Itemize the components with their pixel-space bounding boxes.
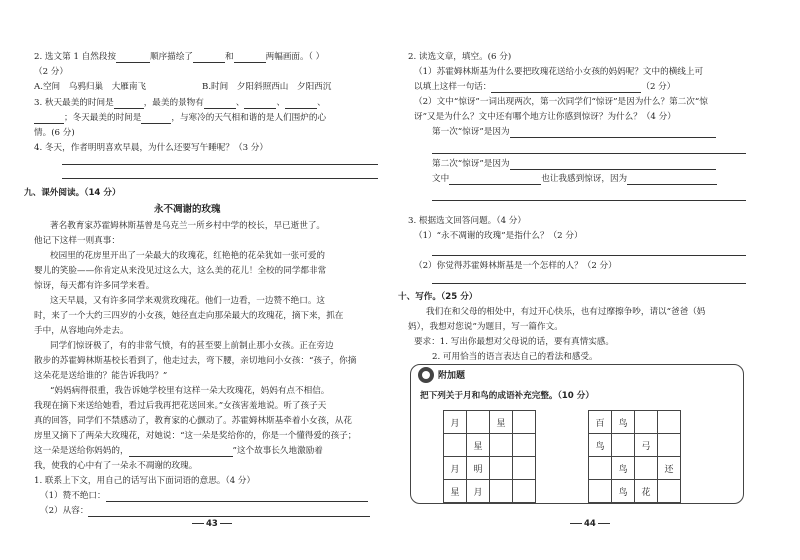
grid-cell[interactable]: [490, 434, 513, 457]
grid-cell[interactable]: [612, 434, 635, 457]
story-line: 手中，从容地向外走去。: [34, 326, 129, 336]
story-line: 这朵花是送给谁的？能告诉我吗？”: [34, 371, 168, 381]
r3-2: （2）你觉得苏霍姆林斯基是一个怎样的人？（2 分）: [414, 261, 617, 271]
grid-cell[interactable]: [589, 480, 612, 503]
answer-line: [62, 164, 378, 165]
r2-2-line-2: 讶”又是为什么？文中还有哪个地方让你感到惊讶？为什么？（4 分）: [414, 112, 676, 122]
grid-cell[interactable]: 星: [490, 411, 513, 434]
r3-question: 3. 根据选文回答问题。（4 分）: [408, 216, 526, 226]
story-line: 他记下这样一则真事：: [34, 236, 120, 246]
q3-line-3: 情。(6 分): [34, 128, 75, 138]
section-10-heading: 十、写作。（25 分）: [398, 292, 478, 302]
writing-prompt-1: 我们在和父母的相处中，有过开心快乐，也有过摩擦争吵，请以“爸爸（妈: [426, 307, 706, 317]
story-line: 时，来了一个大约三四岁的小女孩，她径直走向那朵最大的玫瑰花，摘下来，抓在: [34, 311, 344, 321]
grid-cell[interactable]: 月: [444, 457, 467, 480]
grid-cell[interactable]: [658, 480, 681, 503]
grid-cell[interactable]: [513, 480, 536, 503]
q3-line-1: 3. 秋天最美的时间是 ，最美的景物有 、 、 、: [34, 98, 326, 108]
grid-cell[interactable]: 月: [444, 411, 467, 434]
bonus-prompt: 把下列关于月和鸟的成语补充完整。（10 分）: [420, 391, 594, 401]
answer-line: [432, 200, 746, 201]
grid-cell[interactable]: [490, 457, 513, 480]
story-line: 这天早晨，又有许多同学来观赏玫瑰花。他们一边看，一边赞不绝口。这: [50, 296, 326, 306]
grid-cell[interactable]: 星: [444, 480, 467, 503]
grid-cell[interactable]: [658, 411, 681, 434]
story-line: 真的回答，同学们不禁感动了，教育家的心颤动了。苏霍姆林斯基牵着小女孩，从花: [34, 416, 352, 426]
page-number-right: 44: [568, 519, 612, 529]
grid-cell[interactable]: [490, 480, 513, 503]
moon-idiom-grid: [443, 410, 536, 503]
grid-cell[interactable]: [513, 434, 536, 457]
r2-1-line-1: （1）苏霍姆林斯基为什么要把玫瑰花送给小女孩的妈妈呢？文中的横线上可: [414, 67, 704, 77]
story-line: 著名教育家苏霍姆林斯基曾是乌克兰一所乡村中学的校长，早已逝世了。: [50, 221, 326, 231]
answer-line: [432, 283, 746, 284]
r2-2-line-1: （2）文中“惊讶”一词出现两次，第一次同学们“惊讶”是因为什么？第二次“惊: [414, 97, 708, 107]
grid-cell[interactable]: [635, 457, 658, 480]
q2-score: （2 分）: [34, 67, 68, 77]
bonus-title: 附加题: [438, 371, 466, 381]
answer-line: [432, 255, 746, 256]
bird-idiom-grid: [588, 410, 681, 503]
story-line: 同学们惊讶极了，有的非常气愤，有的甚至要上前制止那小女孩。正在旁边: [50, 341, 334, 351]
grid-cell[interactable]: 百: [589, 411, 612, 434]
grid-cell[interactable]: 明: [467, 457, 490, 480]
r2-2-second: 第二次“惊讶”是因为: [432, 159, 716, 170]
answer-line: [62, 178, 378, 179]
q3-line-2: ；冬天最美的时间是 ，与寒冷的天气相和谐的是人们围炉的心: [34, 113, 326, 124]
grid-cell[interactable]: [589, 457, 612, 480]
story-line: “妈妈病得很重，我告诉她学校里有这样一朵大玫瑰花，妈妈有点不相信。: [50, 386, 330, 396]
grid-cell[interactable]: 弓: [635, 434, 658, 457]
story-line: 房里又摘下了两朵大玫瑰花，对她说：“这一朵是奖给你的，你是一个懂得爱的孩子；: [34, 431, 357, 441]
answer-line: [432, 153, 746, 154]
story-line: 这一朵是送给你妈妈的， ”这个故事长久地激励着: [34, 446, 323, 456]
r2-2-third: 文中 也让我感到惊讶，因为: [432, 174, 717, 185]
story-title: 永不凋谢的玫瑰: [154, 204, 221, 215]
grid-cell[interactable]: 花: [635, 480, 658, 503]
grid-cell[interactable]: 星: [467, 434, 490, 457]
page-number-left: 43: [190, 519, 234, 529]
q2-option-a: A.空间 乌鸦归巢 大雁南飞: [34, 82, 147, 92]
story-line: 我，使我的心中有了一朵永不凋谢的玫瑰。: [34, 461, 198, 471]
s1-question: 1. 联系上下文，用自己的话写出下面词语的意思。（4 分）: [34, 476, 256, 486]
grid-cell[interactable]: 月: [467, 480, 490, 503]
r2-1-line-2: 以填上这样一句话： （2 分）: [414, 82, 676, 92]
s1-item-2: （2）从容：: [40, 506, 370, 517]
r2-2-first: 第一次“惊讶”是因为: [432, 127, 716, 138]
grid-cell[interactable]: [658, 434, 681, 457]
q2-option-b: B.时间 夕阳斜照西山 夕阳西沉: [202, 82, 332, 92]
r2-question: 2. 读选文章，填空。(6 分): [408, 52, 512, 62]
r3-1: （1）“永不凋谢的玫瑰”是指什么？（2 分）: [414, 231, 583, 241]
story-line: 我现在摘下来送给她看，看过后我再把花送回来。”女孩害羞地说。听了孩子天: [34, 401, 327, 411]
section-9-heading: 九、课外阅读。（14 分）: [24, 188, 121, 198]
s1-item-1: （1）赞不绝口：: [40, 491, 368, 502]
grid-cell[interactable]: 鸟: [612, 457, 635, 480]
story-line: 校园里的花房里开出了一朵最大的玫瑰花，红艳艳的花朵犹如一张可爱的: [50, 251, 326, 261]
grid-cell[interactable]: [513, 411, 536, 434]
grid-cell[interactable]: [467, 411, 490, 434]
grid-cell[interactable]: 还: [658, 457, 681, 480]
grid-cell[interactable]: 鸟: [589, 434, 612, 457]
story-line: 婴儿的笑脸——你肯定从来没见过这么大，这么美的花儿！全校的同学都非常: [34, 266, 327, 276]
grid-cell[interactable]: 鸟: [612, 480, 635, 503]
owl-icon: [418, 367, 434, 383]
grid-cell[interactable]: [635, 411, 658, 434]
writing-req-2: 2. 可用恰当的语言表达自己的看法和感受。: [432, 352, 598, 362]
q2-line: 2. 选文第 1 自然段按 顺序描绘了 和 两幅画面。（ ）: [34, 52, 325, 62]
grid-cell[interactable]: 鸟: [612, 411, 635, 434]
q4-question: 4. 冬天，作者明明喜欢早晨，为什么还要写午睡呢？（3 分）: [34, 143, 268, 153]
grid-cell[interactable]: [444, 434, 467, 457]
story-line: 惊讶，每天都有许多同学来看。: [34, 281, 155, 291]
writing-prompt-2: 妈），我想对您说”为题目，写一篇作文。: [408, 322, 563, 332]
writing-req-1: 要求：1. 写出你最想对父母说的话，要有真情实感。: [414, 337, 614, 347]
grid-cell[interactable]: [513, 457, 536, 480]
story-line: 散步的苏霍姆林斯基校长看到了，他走过去，弯下腰，亲切地问小女孩：“孩子，你摘: [34, 356, 357, 366]
